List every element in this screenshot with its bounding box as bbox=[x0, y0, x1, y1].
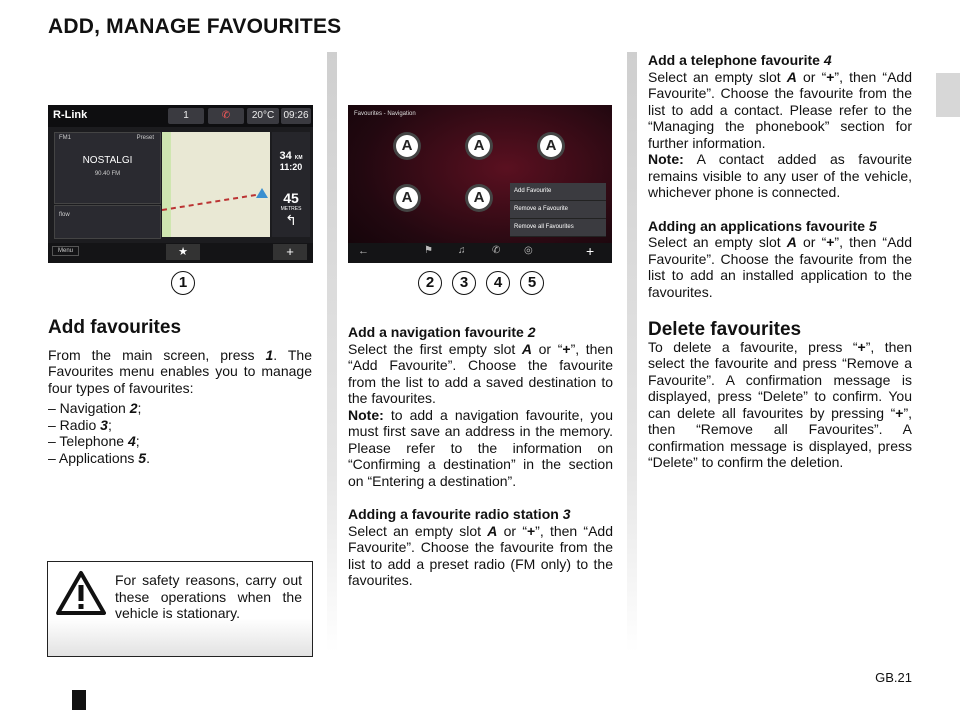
rlink-logo: R-Link bbox=[53, 109, 88, 121]
flow-label: flow bbox=[59, 212, 70, 218]
eta: 11:20 bbox=[279, 162, 303, 172]
add-favourite-item[interactable]: Add Favourite bbox=[510, 183, 606, 201]
notification-badge: 1 bbox=[168, 108, 204, 124]
page-title: ADD, MANAGE FAVOURITES bbox=[48, 15, 342, 38]
intro-paragraph: From the main screen, press 1. The Favourites menu enables you to manage four types of favourites: bbox=[48, 346, 312, 396]
nav-favourite-note: Note: to add a navigation favourite, you must first save an address in the memory. Please refer to the information on “Confirming a destination” in the section on “Entering a destination”. bbox=[348, 406, 613, 489]
navigation-tab-icon[interactable]: ⚑ bbox=[424, 245, 433, 256]
favourites-screen-illustration bbox=[348, 105, 612, 263]
clock: 09:26 bbox=[281, 108, 311, 124]
radio-source: FM1 bbox=[59, 135, 71, 141]
telephone-applications-section bbox=[648, 52, 912, 471]
column-divider bbox=[327, 52, 337, 652]
favourite-slot[interactable]: A bbox=[468, 187, 490, 209]
favourite-slot[interactable]: A bbox=[468, 135, 490, 157]
distance-unit: KM bbox=[294, 155, 303, 161]
tel-favourite-title: Add a telephone favourite 4 bbox=[648, 52, 832, 68]
favourites-star-button[interactable]: ★ bbox=[166, 244, 200, 260]
back-icon[interactable]: ← bbox=[358, 245, 369, 257]
add-favourites-section bbox=[48, 317, 312, 466]
speed: 45 bbox=[283, 190, 299, 206]
tel-favourite-note: Note: A contact added as favourite remains visible to any user of the vehicle, whichever phone is connected. bbox=[648, 151, 912, 200]
callout-3: 3 bbox=[452, 271, 476, 295]
column-divider bbox=[627, 52, 637, 652]
print-mark bbox=[72, 690, 86, 710]
delete-favourites-body: To delete a favourite, press “+”, then select the favourite and press “Remove a Favourite”. A confirmation message is displayed, press “Delete” to confirm. You can delete all favourites by pressing “+”, then “Remove all Favourites”. A confirmation message is displayed, press “Delete” to confirm the deletion. bbox=[648, 338, 912, 470]
navigation-radio-section bbox=[348, 324, 613, 589]
speed-unit: METRES bbox=[280, 206, 302, 212]
callout-1: 1 bbox=[171, 271, 195, 295]
phone-icon: ✆ bbox=[208, 108, 244, 124]
remove-all-favourites-item[interactable]: Remove all Favourites bbox=[510, 219, 606, 237]
favourites-popup-menu bbox=[510, 183, 606, 235]
station-frequency: 90.40 FM bbox=[94, 171, 121, 177]
distance: 34 bbox=[279, 150, 292, 162]
bottom-bar bbox=[48, 243, 313, 263]
favourites-header: Favourites - Navigation bbox=[354, 111, 416, 117]
favourites-tab-bar bbox=[348, 243, 612, 263]
safety-text: For safety reasons, carry out these operations when the vehicle is stationary. bbox=[115, 572, 302, 621]
page-number: GB.21 bbox=[875, 670, 912, 685]
applications-tab-icon[interactable]: ◎ bbox=[524, 245, 533, 256]
nav-favourite-title: Add a navigation favourite 2 bbox=[348, 324, 536, 340]
station-name: NOSTALGI bbox=[82, 155, 133, 166]
plus-button[interactable]: + bbox=[273, 244, 307, 260]
favourite-type-item: – Radio 3; bbox=[48, 416, 112, 433]
preset-label: Preset bbox=[136, 135, 154, 141]
remove-favourite-item[interactable]: Remove a Favourite bbox=[510, 201, 606, 219]
add-favourites-heading: Add favourites bbox=[48, 317, 182, 338]
delete-favourites-heading: Delete favourites bbox=[648, 319, 802, 340]
safety-warning-box bbox=[47, 561, 313, 657]
turn-arrow-icon: ↰ bbox=[285, 212, 297, 228]
favourite-slot[interactable]: A bbox=[396, 135, 418, 157]
radio-tab-icon[interactable]: ♫ bbox=[458, 245, 466, 256]
favourite-type-item: – Telephone 4; bbox=[48, 433, 140, 449]
radio-favourite-title: Adding a favourite radio station 3 bbox=[348, 506, 571, 522]
main-screen-illustration bbox=[48, 105, 313, 263]
nav-favourite-body: Select the first empty slot A or “+”, then “Add Favourite”. Choose the favourite from the list to add a saved destination to the favourites. bbox=[348, 340, 613, 406]
menu-button[interactable]: Menu bbox=[52, 246, 79, 256]
radio-favourite-body: Select an empty slot A or “+”, then “Add Favourite”. Choose the favourite from the list to add a preset radio (FM only) to the favourites. bbox=[348, 522, 613, 588]
map-view bbox=[162, 132, 270, 237]
status-bar bbox=[48, 105, 313, 127]
temperature: 20°C bbox=[247, 108, 279, 124]
warning-icon bbox=[56, 570, 106, 616]
navigation-info bbox=[272, 132, 310, 237]
favourite-type-item: – Applications 5. bbox=[48, 449, 150, 466]
favourite-slot[interactable]: A bbox=[540, 135, 562, 157]
telephone-tab-icon[interactable]: ✆ bbox=[492, 245, 501, 256]
radio-panel bbox=[54, 132, 161, 204]
section-tab bbox=[936, 73, 960, 117]
callout-2: 2 bbox=[418, 271, 442, 295]
app-favourite-title: Adding an applications favourite 5 bbox=[648, 217, 877, 234]
plus-button[interactable]: + bbox=[586, 243, 595, 259]
flow-panel bbox=[54, 205, 161, 239]
tel-favourite-body: Select an empty slot A or “+”, then “Add Favourite”. Choose the favourite from the list to add a contact. Please refer to the “Managing the phonebook” section for further information. bbox=[648, 68, 912, 151]
map-road-icon bbox=[162, 132, 270, 237]
favourite-type-item: – Navigation 2; bbox=[48, 400, 142, 416]
callout-5: 5 bbox=[520, 271, 544, 295]
callout-4: 4 bbox=[486, 271, 510, 295]
app-favourite-body: Select an empty slot A or “+”, then “Add Favourite”. Choose the favourite from the list to add an installed application to the favourites. bbox=[648, 234, 912, 300]
favourite-slot[interactable]: A bbox=[396, 187, 418, 209]
